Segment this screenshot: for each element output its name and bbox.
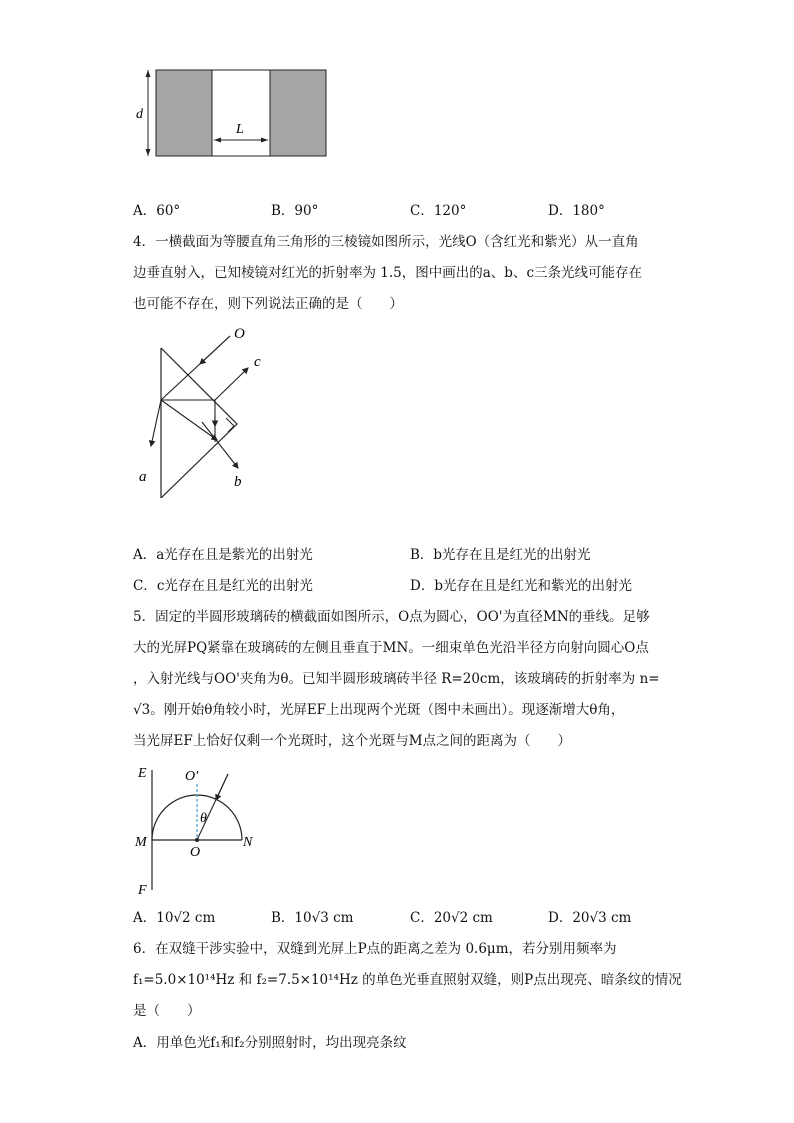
q4-option-c[interactable]: C．c光存在且是红光的出射光 [133, 578, 313, 594]
q3-option-a[interactable]: A．60° [133, 203, 181, 219]
semicircle-figure [130, 760, 270, 900]
q3-option-b[interactable]: B．90° [271, 203, 319, 219]
q6-line2: f₁=5.0×10¹⁴Hz 和 f₂=7.5×10¹⁴Hz 的单色光垂直照射双缝，则P点出现亮、暗条纹的情况 [133, 972, 682, 988]
q3-option-c[interactable]: C．120° [410, 203, 467, 219]
q4-line3: 也可能不存在，则下列说法正确的是（ ） [133, 296, 403, 312]
label-O-prime: O' [185, 769, 199, 784]
q3-option-d[interactable]: D．180° [548, 203, 605, 219]
q5-option-d[interactable]: D．20√3 cm [548, 910, 632, 926]
slit-gap [212, 70, 270, 156]
label-O: O [190, 845, 201, 860]
q5-line3: ，入射光线与OO'夹角为θ。已知半圆形玻璃砖半径 R=20cm，该玻璃砖的折射率为 n= [133, 671, 660, 687]
q6-option-a[interactable]: A．用单色光f₁和f₂分别照射时，均出现亮条纹 [133, 1035, 407, 1051]
q5-line1: 5．固定的半圆形玻璃砖的横截面如图所示，O点为圆心，OO'为直径MN的垂线。足够 [133, 609, 650, 625]
q4-option-a[interactable]: A．a光存在且是紫光的出射光 [133, 547, 313, 563]
q5-option-b[interactable]: B．10√3 cm [271, 910, 354, 926]
label-F: F [138, 883, 147, 898]
q4-line2: 边垂直射入，已知棱镜对红光的折射率为 1.5，图中画出的a、b、c三条光线可能存在 [133, 265, 643, 281]
label-c: c [254, 354, 261, 370]
label-N: N [243, 835, 253, 850]
q4-option-d[interactable]: D．b光存在且是红光和紫光的出射光 [410, 578, 632, 594]
label-M: M [135, 835, 147, 850]
label-E: E [138, 766, 147, 781]
slit-right-block [270, 70, 326, 156]
q5-line2: 大的光屏PQ紧靠在玻璃砖的左侧且垂直于MN。一细束单色光沿半径方向射向圆心O点 [133, 640, 649, 656]
label-L: L [236, 122, 244, 137]
label-d: d [136, 107, 143, 122]
q5-line5: 当光屏EF上恰好仅剩一个光斑时，这个光斑与M点之间的距离为（ ） [133, 733, 572, 749]
label-a: a [139, 469, 147, 485]
q6-line3: 是（ ） [133, 1003, 201, 1019]
label-b: b [234, 474, 242, 490]
q4-option-b[interactable]: B．b光存在且是红光的出射光 [410, 547, 591, 563]
q5-line4: √3。刚开始θ角较小时，光屏EF上出现两个光斑（图中未画出）。现逐渐增大θ角， [133, 702, 625, 718]
q5-option-c[interactable]: C．20√2 cm [410, 910, 493, 926]
slit-figure [130, 62, 340, 167]
label-theta: θ [200, 811, 207, 826]
q4-line1: 4．一横截面为等腰直角三角形的三棱镜如图所示，光线O（含红光和紫光）从一直角 [133, 234, 639, 250]
q5-option-a[interactable]: A．10√2 cm [133, 910, 216, 926]
prism-triangle [161, 348, 237, 498]
label-O: O [234, 326, 245, 342]
q6-line1: 6．在双缝干涉实验中，双缝到光屏上P点的距离之差为 0.6μm，若分别用频率为 [133, 941, 617, 957]
slit-left-block [156, 70, 212, 156]
prism-figure [130, 318, 280, 498]
